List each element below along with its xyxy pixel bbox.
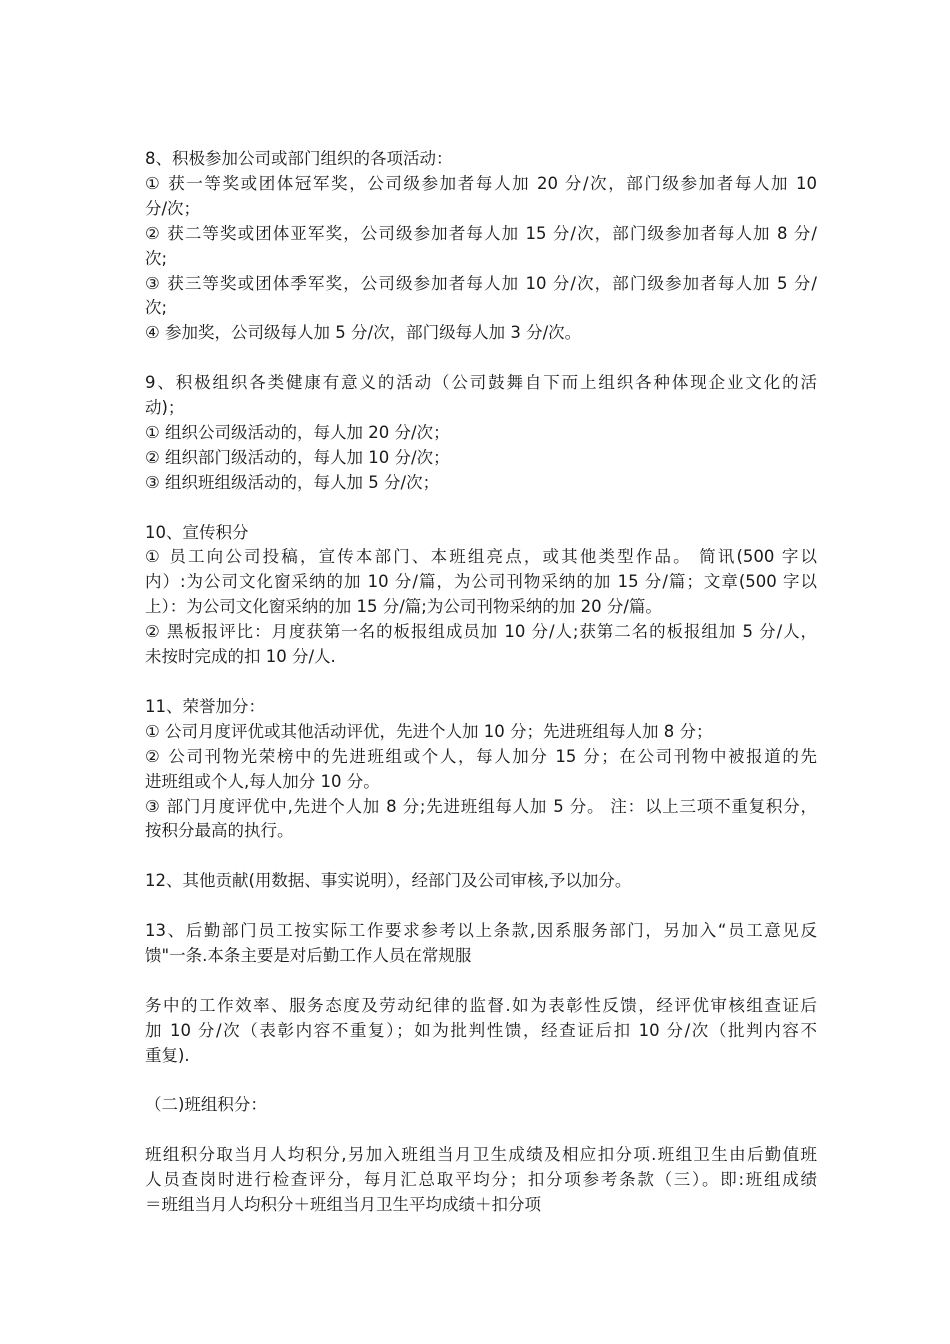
section-11 — [145, 695, 817, 844]
section-10-line: ② 黑板报评比：月度获第一名的板报组成员加 10 分/人;获第二名的板报组加 5 分/人， — [145, 622, 817, 642]
section-10 — [145, 521, 817, 670]
section-8-line: ① 获一等奖或团体冠军奖，公司级参加者每人加 20 分/次，部门级参加者每人加 10 — [145, 173, 817, 193]
section-8-line: 次; — [145, 248, 168, 268]
section-11-title: 11、荣誉加分： — [145, 696, 265, 716]
document-page — [145, 147, 817, 1218]
section-12 — [145, 869, 817, 894]
section-8-title: 8、积极参加公司或部门组织的各项活动： — [145, 149, 453, 168]
team-points-line: 班组积分取当月人均积分,另加入班组当月卫生成绩及相应扣分项.班组卫生由后勤值班 — [145, 1145, 817, 1165]
spacer — [145, 894, 817, 919]
section-9-title: 9、积极组织各类健康有意义的活动（公司鼓舞自下而上组织各种体现企业文化的活 — [145, 373, 817, 393]
section-11-line: 进班组或个人,每人加分 10 分。 — [145, 771, 380, 791]
section-8-line: ③ 获三等奖或团体季军奖，公司级参加者每人加 10 分/次，部门级参加者每人加 5 分/ — [145, 273, 817, 293]
section-13 — [145, 919, 817, 969]
team-points-line: 人员查岗时进行检查评分，每月汇总取平均分；扣分项参考条款（三）。即:班组成绩 — [145, 1170, 817, 1190]
section-8-line: ② 获二等奖或团体亚军奖，公司级参加者每人加 15 分/次，部门级参加者每人加 8 分/ — [145, 223, 817, 243]
team-points-heading: （二)班组积分： — [145, 1095, 267, 1115]
section-9-line: ② 组织部门级活动的，每人加 10 分/次； — [145, 447, 450, 467]
spacer — [145, 1118, 817, 1143]
team-points-body — [145, 1143, 817, 1218]
section-8-line: 分/次； — [145, 198, 201, 218]
spacer — [145, 844, 817, 869]
section-9-line: 动)； — [145, 398, 185, 418]
spacer — [145, 496, 817, 521]
section-11-line: ② 公司刊物光荣榜中的先进班组或个人，每人加分 15 分；在公司刊物中被报道的先 — [145, 746, 817, 766]
section-9 — [145, 371, 817, 496]
section-13-title: 13、后勤部门员工按实际工作要求参考以上条款,因系服务部门，另加入“员工意见反 — [145, 921, 817, 941]
spacer — [145, 969, 817, 994]
section-13-line: 重复). — [145, 1045, 190, 1065]
spacer — [145, 346, 817, 371]
section-12-title: 12、其他贡献(用数据、事实说明），经部门及公司审核,予以加分。 — [145, 871, 632, 891]
section-8-line: 次; — [145, 298, 168, 318]
spacer — [145, 670, 817, 695]
section-13-continued — [145, 994, 817, 1069]
team-points-section — [145, 1093, 817, 1118]
section-13-line: 务中的工作效率、服务态度及劳动纪律的监督.如为表彰性反馈，经评优审核组查证后 — [145, 995, 817, 1015]
section-10-line: 上）：为公司文化窗采纳的加 15 分/篇;为公司刊物采纳的加 20 分/篇。 — [145, 597, 662, 617]
section-13-line: 馈"一条.本条主要是对后勤工作人员在常规服 — [145, 945, 472, 965]
section-11-line: ③ 部门月度评优中,先进个人加 8 分;先进班组每人加 5 分。 注：以上三项不重复积分， — [145, 796, 817, 816]
section-10-line: 内）:为公司文化窗采纳的加 10 分/篇，为公司刊物采纳的加 15 分/篇；文章(500 字以 — [145, 572, 817, 592]
section-10-line: 未按时完成的扣 10 分/人. — [145, 647, 336, 667]
section-10-title: 10、宣传积分 — [145, 522, 249, 542]
section-9-line: ③ 组织班组级活动的，每人加 5 分/次； — [145, 472, 440, 492]
section-8-line: ④ 参加奖，公司级每人加 5 分/次，部门级每人加 3 分/次。 — [145, 323, 582, 343]
section-13-line: 加 10 分/次（表彰内容不重复）；如为批判性馈，经查证后扣 10 分/次（批判内容不 — [145, 1020, 817, 1040]
team-points-line: ＝班组当月人均积分＋班组当月卫生平均成绩＋扣分项 — [145, 1194, 541, 1214]
section-9-line: ① 组织公司级活动的，每人加 20 分/次； — [145, 422, 450, 442]
spacer — [145, 1068, 817, 1093]
section-11-line: 按积分最高的执行。 — [145, 821, 294, 841]
section-11-line: ① 公司月度评优或其他活动评优，先进个人加 10 分；先进班组每人加 8 分； — [145, 721, 713, 741]
section-10-line: ① 员工向公司投稿，宣传本部门、本班组亮点，或其他类型作品。 简讯(500 字以 — [145, 547, 817, 567]
section-8 — [145, 147, 817, 346]
